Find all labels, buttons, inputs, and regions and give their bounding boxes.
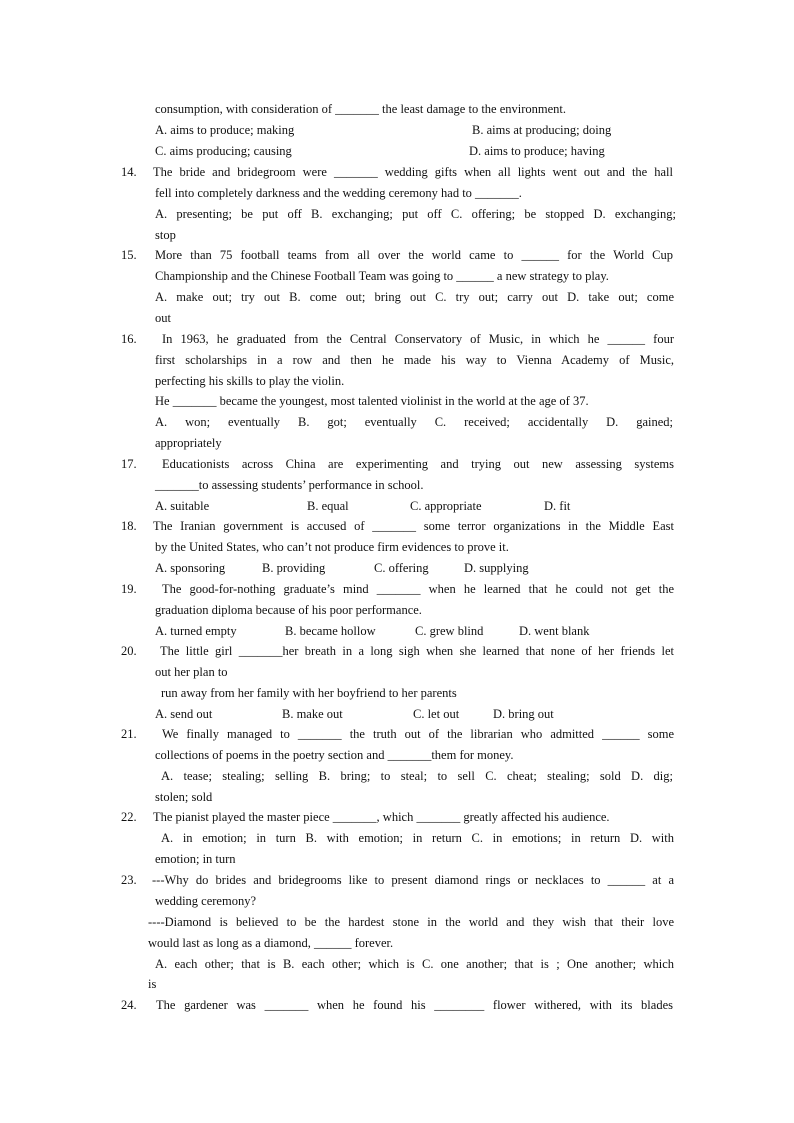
q23-stem-line-3: ----Diamond is believed to be the hardest stone in the world and they wish that their love <box>148 915 674 929</box>
q20-number: 20. <box>121 644 137 658</box>
q17-option-b: B. equal <box>307 499 349 513</box>
q16-number: 16. <box>121 332 137 346</box>
q22-stem-line-1: The pianist played the master piece _______, which _______ greatly affected his audience. <box>153 810 610 824</box>
q24-number: 24. <box>121 998 137 1012</box>
q17-number: 17. <box>121 457 137 471</box>
q21-options-line: A. tease; stealing; selling B. bring; to steal; to sell C. cheat; stealing; sold D. dig; <box>161 769 673 783</box>
q13-option-d: D. aims to produce; having <box>469 144 605 158</box>
q18-stem-line-1: The Iranian government is accused of _______ some terror organizations in the Middle East <box>153 519 674 533</box>
q15-options-wrap: out <box>155 311 171 325</box>
q19-option-b: B. became hollow <box>285 624 376 638</box>
q19-option-c: C. grew blind <box>415 624 484 638</box>
q19-option-d: D. went blank <box>519 624 590 638</box>
q15-options-line: A. make out; try out B. come out; bring out C. try out; carry out D. take out; come <box>155 290 674 304</box>
q20-option-d: D. bring out <box>493 707 554 721</box>
q22-number: 22. <box>121 810 137 824</box>
q17-option-d: D. fit <box>544 499 571 513</box>
q18-option-c: C. offering <box>374 561 429 575</box>
q16-options-wrap: appropriately <box>155 436 222 450</box>
q13-option-c: C. aims producing; causing <box>155 144 292 158</box>
q16-stem-line-3: perfecting his skills to play the violin. <box>155 374 345 388</box>
q20-stem-line-1: The little girl _______her breath in a long sigh when she learned that none of her friends let <box>160 644 674 658</box>
q14-stem-line-1: The bride and bridegroom were _______ wedding gifts when all lights went out and the hall <box>153 165 673 179</box>
q14-number: 14. <box>121 165 137 179</box>
q13-option-b: B. aims at producing; doing <box>472 123 612 137</box>
q15-stem-line-2: Championship and the Chinese Football Team was going to ______ a new strategy to play. <box>155 269 609 283</box>
q21-number: 21. <box>121 727 137 741</box>
q23-number: 23. <box>121 873 137 887</box>
q23-options-line: A. each other; that is B. each other; which is C. one another; that is ; One another; which <box>155 957 674 971</box>
q20-option-a: A. send out <box>155 707 213 721</box>
q20-option-b: B. make out <box>282 707 343 721</box>
q23-stem-line-1: ---Why do brides and bridegrooms like to present diamond rings or necklaces to ______ at a <box>152 873 674 887</box>
q19-number: 19. <box>121 582 137 596</box>
q15-number: 15. <box>121 248 137 262</box>
q17-option-c: C. appropriate <box>410 499 482 513</box>
q16-stem-line-2: first scholarships in a row and then he made his way to Vienna Academy of Music, <box>155 353 674 367</box>
q17-stem-line-1: Educationists across China are experimenting and trying out new assessing systems <box>162 457 674 471</box>
q18-option-d: D. supplying <box>464 561 529 575</box>
q19-option-a: A. turned empty <box>155 624 237 638</box>
q21-stem-line-1: We finally managed to _______ the truth out of the librarian who admitted ______ some <box>162 727 674 741</box>
q14-stem-line-2: fell into completely darkness and the wedding ceremony had to _______. <box>155 186 522 200</box>
q23-stem-line-4: would last as long as a diamond, ______ forever. <box>148 936 394 950</box>
q14-options-line: A. presenting; be put off B. exchanging; put off C. offering; be stopped D. exchanging; <box>155 207 676 221</box>
q15-stem-line-1: More than 75 football teams from all over the world came to ______ for the World Cup <box>155 248 673 262</box>
q16-stem-line-1: In 1963, he graduated from the Central Conservatory of Music, in which he ______ four <box>162 332 674 346</box>
q21-stem-line-2: collections of poems in the poetry section and _______them for money. <box>155 748 514 762</box>
q18-option-a: A. sponsoring <box>155 561 226 575</box>
q23-stem-line-2: wedding ceremony? <box>155 894 257 908</box>
q22-options-line: A. in emotion; in turn B. with emotion; in return C. in emotions; in return D. with <box>161 831 674 845</box>
q23-options-wrap: is <box>148 977 157 991</box>
q17-stem-line-2: _______to assessing students’ performance in school. <box>155 478 424 492</box>
q17-option-a: A. suitable <box>155 499 210 513</box>
q22-options-wrap: emotion; in turn <box>155 852 236 866</box>
q14-options-wrap: stop <box>155 228 176 242</box>
q20-stem-line-2: out her plan to <box>155 665 228 679</box>
q13-option-a: A. aims to produce; making <box>155 123 295 137</box>
q24-stem-line-1: The gardener was _______ when he found his ________ flower withered, with its blades <box>156 998 673 1012</box>
q16-options-line: A. won; eventually B. got; eventually C. received; accidentally D. gained; <box>155 415 673 429</box>
q21-options-wrap: stolen; sold <box>155 790 213 804</box>
q18-option-b: B. providing <box>262 561 326 575</box>
q20-stem-line-3: run away from her family with her boyfriend to her parents <box>161 686 457 700</box>
q19-stem-line-2: graduation diploma because of his poor performance. <box>155 603 422 617</box>
q19-stem-line-1: The good-for-nothing graduate’s mind _______ when he learned that he could not get the <box>162 582 674 596</box>
q20-option-c: C. let out <box>413 707 460 721</box>
q18-number: 18. <box>121 519 137 533</box>
q18-stem-line-2: by the United States, who can’t not produce firm evidences to prove it. <box>155 540 509 554</box>
q16-stem-line-4: He _______ became the youngest, most talented violinist in the world at the age of 37. <box>155 394 589 408</box>
q13-stem-line: consumption, with consideration of _______ the least damage to the environment. <box>155 102 567 116</box>
